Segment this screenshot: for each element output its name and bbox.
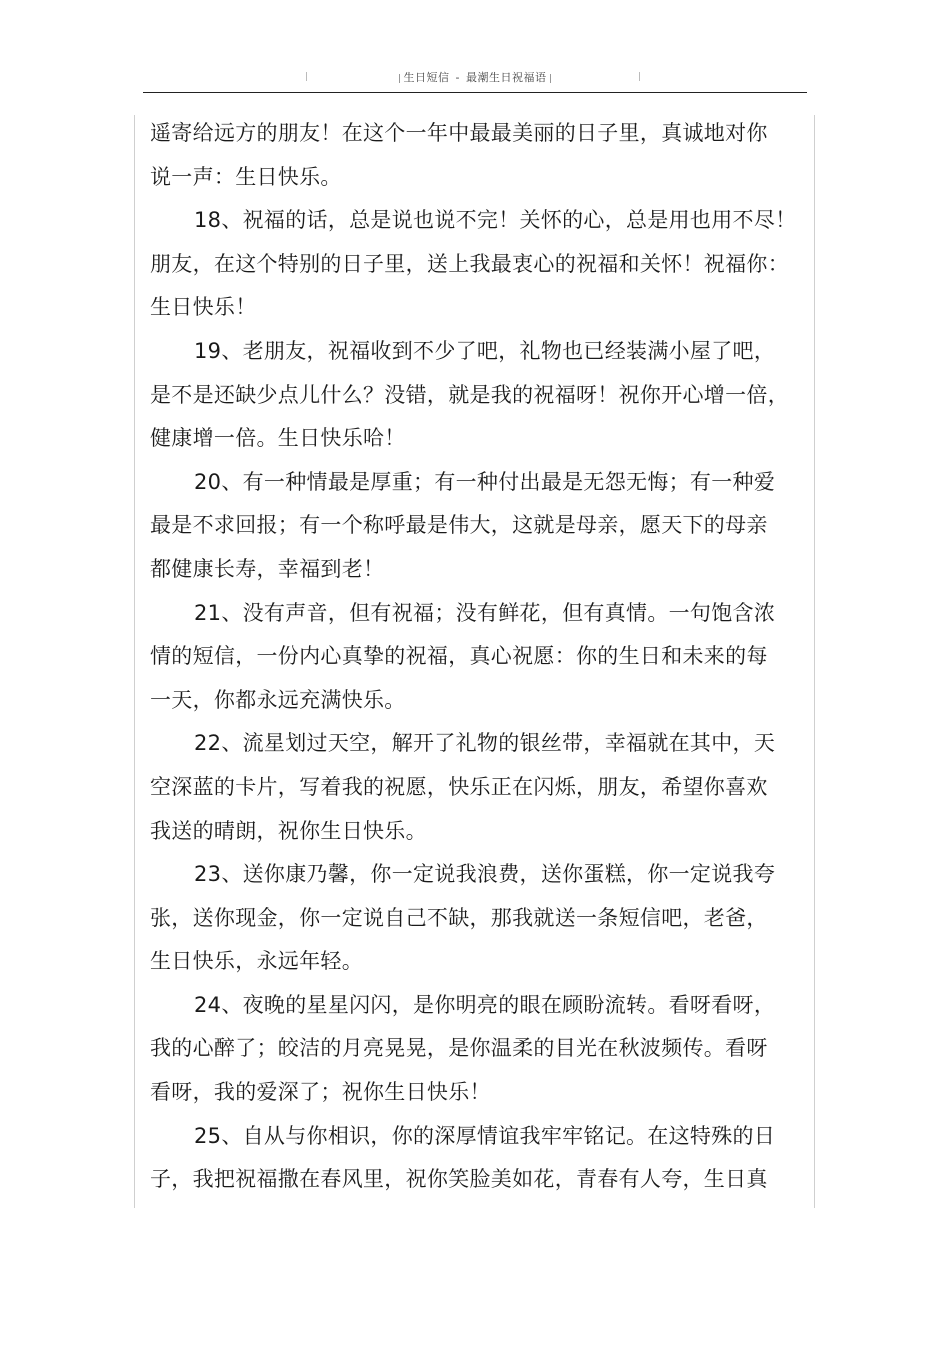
text-line: 张，送你现金，你一定说自己不缺，那我就送一条短信吧，老爸， xyxy=(150,905,768,930)
header-title: 生日短信 xyxy=(403,71,450,84)
left-margin-rule xyxy=(134,115,135,1208)
body-text xyxy=(150,112,797,1202)
text-line: 说一声：生日快乐。 xyxy=(150,164,342,189)
text-line: 情的短信，一份内心真挚的祝福，真心祝愿：你的生日和未来的每 xyxy=(150,644,768,669)
text-line: 生日快乐，永远年轻。 xyxy=(150,949,363,974)
text-line: 看呀，我的爱深了；祝你生日快乐！ xyxy=(150,1080,491,1105)
header-subtitle: 最潮生日祝福语 xyxy=(465,71,547,84)
text-line: 21、没有声音，但有祝福；没有鲜花，但有真情。一句饱含浓 xyxy=(194,600,776,625)
text-line: 20、有一种情最是厚重；有一种付出最是无怨无悔；有一种爱 xyxy=(194,469,776,494)
text-line: 最是不求回报；有一个称呼最是伟大，这就是母亲，愿天下的母亲 xyxy=(150,513,768,538)
text-line: 空深蓝的卡片，写着我的祝愿，快乐正在闪烁，朋友，希望你喜欢 xyxy=(150,774,768,799)
text-line: 是不是还缺少点儿什么？没错，就是我的祝福呀！祝你开心增一倍， xyxy=(150,382,789,407)
text-line: 我的心醉了；皎洁的月亮晃晃，是你温柔的目光在秋波频传。看呀 xyxy=(150,1036,768,1061)
text-line: 生日快乐！ xyxy=(150,295,257,320)
text-line: 子，我把祝福撒在春风里，祝你笑脸美如花，青春有人夸，生日真 xyxy=(150,1167,768,1192)
header-text xyxy=(143,69,807,85)
text-line: 都健康长寿，幸福到老！ xyxy=(150,556,385,581)
header-tick-right xyxy=(550,74,551,83)
text-line: 25、自从与你相识，你的深厚情谊我牢牢铭记。在这特殊的日 xyxy=(194,1123,776,1148)
text-line: 19、老朋友，祝福收到不少了吧，礼物也已经装满小屋了吧， xyxy=(194,338,776,363)
right-margin-rule xyxy=(814,115,815,1208)
text-line: 我送的晴朗，祝你生日快乐。 xyxy=(150,818,427,843)
header-separator: - xyxy=(455,71,460,84)
text-line: 18、祝福的话，总是说也说不完！关怀的心，总是用也用不尽！ xyxy=(194,208,797,233)
text-line: 一天，你都永远充满快乐。 xyxy=(150,687,406,712)
header-tick-left xyxy=(399,74,400,83)
text-line: 24、夜晚的星星闪闪，是你明亮的眼在顾盼流转。看呀看呀， xyxy=(194,992,776,1017)
text-line: 遥寄给远方的朋友！在这个一年中最最美丽的日子里，真诚地对你 xyxy=(150,121,768,145)
page-header xyxy=(143,66,807,93)
text-line: 朋友，在这个特别的日子里，送上我最衷心的祝福和关怀！祝福你： xyxy=(150,251,789,276)
text-line: 健康增一倍。生日快乐哈！ xyxy=(150,426,406,451)
text-line: 23、送你康乃馨，你一定说我浪费，送你蛋糕，你一定说我夸 xyxy=(194,862,776,887)
text-line: 22、流星划过天空，解开了礼物的银丝带，幸福就在其中，天 xyxy=(194,731,776,756)
